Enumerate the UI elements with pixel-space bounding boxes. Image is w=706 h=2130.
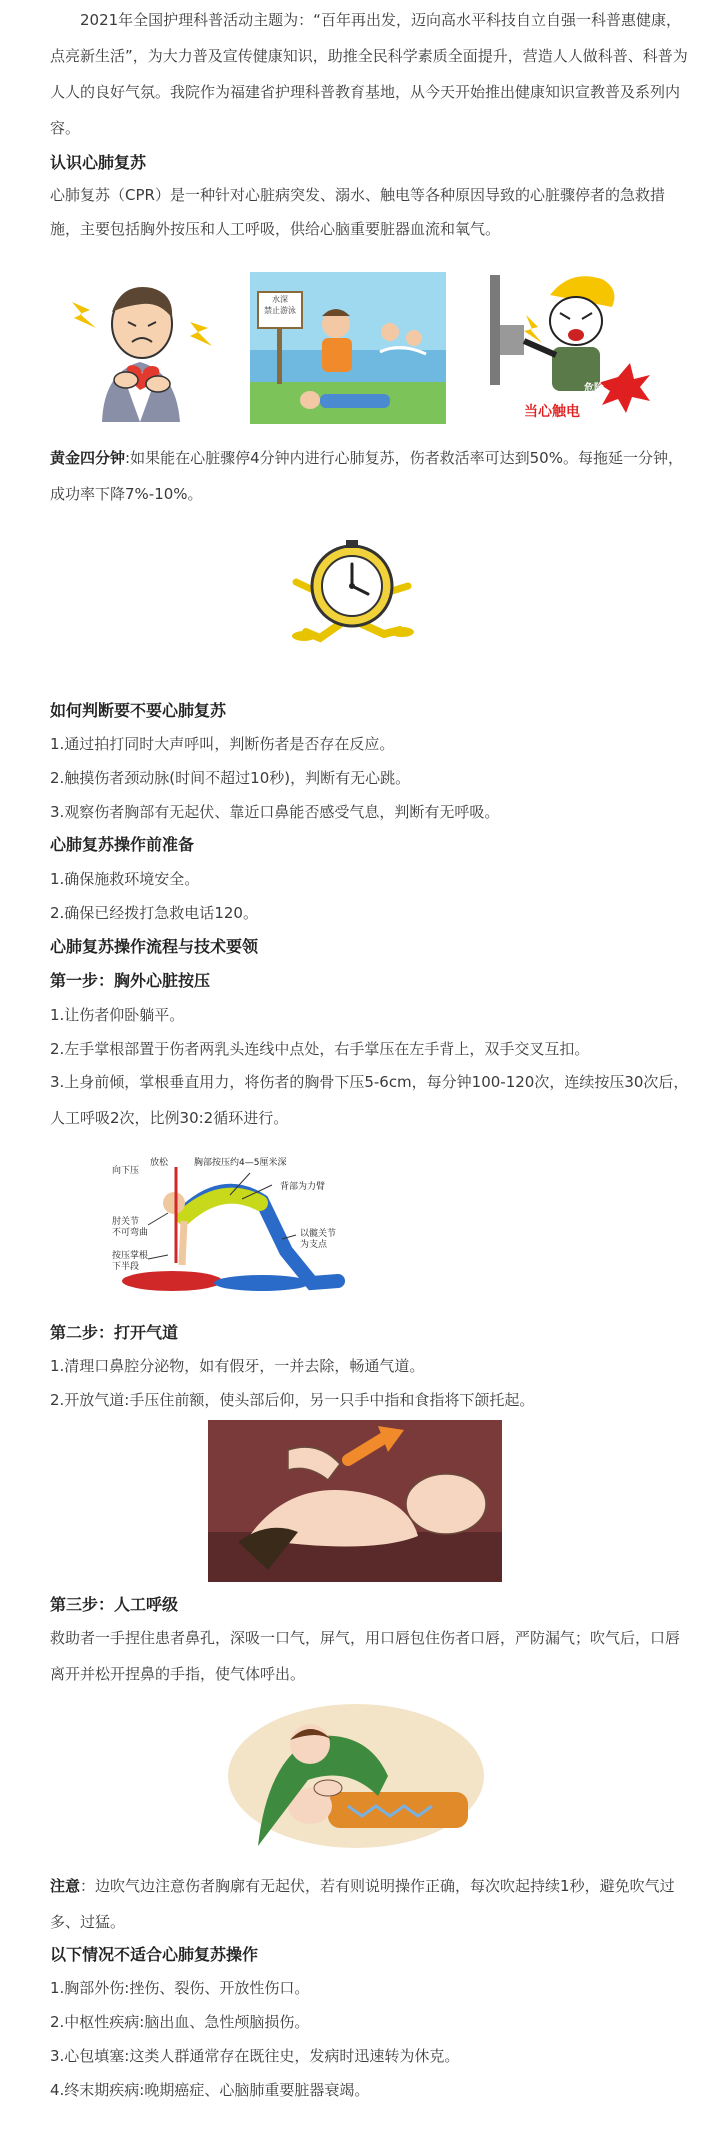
- section-title-flow: 心肺复苏操作流程与技术要领: [50, 937, 259, 956]
- judge-item-2: 2.触摸伤者颈动脉(时间不超过10秒)，判断有无心跳。: [50, 769, 411, 787]
- intro-text: 2021年全国护理科普活动主题为：“百年再出发，迈向高水平科技自立自强一科普惠健康，点亮新生活”，为大力普及宣传健康知识，助推全民科学素质全面提升，营造人人做科普、科普为人人的良好气氛。我院作为福建省护理科普教育基地，从今天开始推出健康知识宣教普及系列内容。: [50, 11, 688, 137]
- prep-item-2: 2.确保已经拨打急救电话120。: [50, 904, 258, 922]
- golden-label: 黄金四分钟: [50, 449, 126, 467]
- contra-item-1: 1.胸部外伤:挫伤、裂伤、开放性伤口。: [50, 1979, 310, 1997]
- section-title-prep: 心肺复苏操作前准备: [50, 835, 195, 854]
- step3-text: 救助者一手捏住患者鼻孔，深吸一口气，屏气，用口唇包住伤者口唇，严防漏气；吹气后，口唇离开并松开捏鼻的手指，使气体呼出。: [50, 1629, 681, 1683]
- note-label: 注意: [50, 1877, 81, 1895]
- prep-item-1: 1.确保施救环境安全。: [50, 870, 200, 888]
- rescue-breathing-illustration: [228, 1696, 484, 1848]
- step1-title: 第一步：胸外心脏按压: [50, 971, 211, 990]
- electric-caption: 当心触电: [524, 404, 580, 420]
- step1-item-1: 1.让伤者仰卧躺平。: [50, 1006, 185, 1024]
- golden-text: 如果能在心脏骤停4分钟内进行心肺复苏，伤者救活率可达到50%。每拖延一分钟，成功率下降7%-10%。: [50, 449, 683, 503]
- label-back: 背部为力臂: [280, 1182, 326, 1192]
- drowning-illustration: [250, 272, 446, 424]
- chest-compression-diagram: [112, 1155, 372, 1295]
- step2-item-2: 2.开放气道:手压住前额，使头部后仰，另一只手中指和食指将下颌托起。: [50, 1391, 535, 1409]
- electric-shock-illustration: [480, 255, 652, 425]
- step2-item-1: 1.清理口鼻腔分泌物，如有假牙，一并去除，畅通气道。: [50, 1357, 425, 1375]
- note-text: ：边吹气边注意伤者胸廓有无起伏，若有则说明操作正确，每次吹起持续1秒，避免吹气过多、过猛。: [50, 1877, 675, 1931]
- golden-colon: :: [125, 449, 131, 467]
- contra-item-4: 4.终末期疾病:晚期癌症、心脑肺重要脏器衰竭。: [50, 2081, 370, 2099]
- judge-item-1: 1.通过拍打同时大声呼叫，判断伤者是否存在反应。: [50, 735, 395, 753]
- label-hip: 以髋关节 为支点: [300, 1229, 337, 1250]
- section-title-judge: 如何判断要不要心肺复苏: [50, 701, 227, 720]
- label-down: 向下压: [112, 1166, 140, 1176]
- label-relax: 放松: [150, 1158, 169, 1168]
- label-depth: 胸部按压约4—5厘米深: [194, 1158, 287, 1168]
- contra-item-2: 2.中枢性疾病:脑出血、急性颅脑损伤。: [50, 2013, 310, 2031]
- step1-item-2: 2.左手掌根部置于伤者两乳头连线中点处，右手掌压在左手背上，双手交叉互扣。: [50, 1040, 590, 1058]
- section-title-contra: 以下情况不适合心肺复苏操作: [50, 1945, 259, 1964]
- contra-item-3: 3.心包填塞:这类人群通常存在既往史，发病时迅速转为休克。: [50, 2047, 460, 2065]
- step1-item-3: 3.上身前倾，掌根垂直用力，将伤者的胸骨下压5-6cm，每分钟100-120次，连续按压30次后，人工呼吸2次，比例30:2循环进行。: [50, 1073, 689, 1127]
- label-elbow: 肘关节 不可弯曲: [112, 1217, 149, 1238]
- step3-title: 第三步：人工呼级: [50, 1595, 179, 1614]
- danger-badge: 危险: [584, 383, 604, 394]
- airway-opening-illustration: [208, 1420, 502, 1582]
- intro-paragraph: [50, 2, 690, 146]
- running-clock-illustration: [276, 534, 426, 644]
- drowning-sign-text: 水深 禁止游泳: [264, 295, 296, 315]
- section-title-know: 认识心肺复苏: [50, 153, 147, 172]
- judge-item-3: 3.观察伤者胸部有无起伏、靠近口鼻能否感受气息，判断有无呼吸。: [50, 803, 500, 821]
- heart-attack-illustration: [62, 262, 217, 422]
- golden-paragraph: [50, 440, 690, 512]
- step2-title: 第二步：打开气道: [50, 1323, 179, 1342]
- note-paragraph: [50, 1868, 690, 1940]
- know-text: 心肺复苏（CPR）是一种针对心脏病突发、溺水、触电等各种原因导致的心脏骤停者的急救措施，主要包括胸外按压和人工呼吸，供给心脑重要脏器血流和氧气。: [50, 186, 665, 238]
- know-paragraph: [50, 178, 690, 246]
- label-palm: 按压掌根 下半段: [112, 1251, 149, 1272]
